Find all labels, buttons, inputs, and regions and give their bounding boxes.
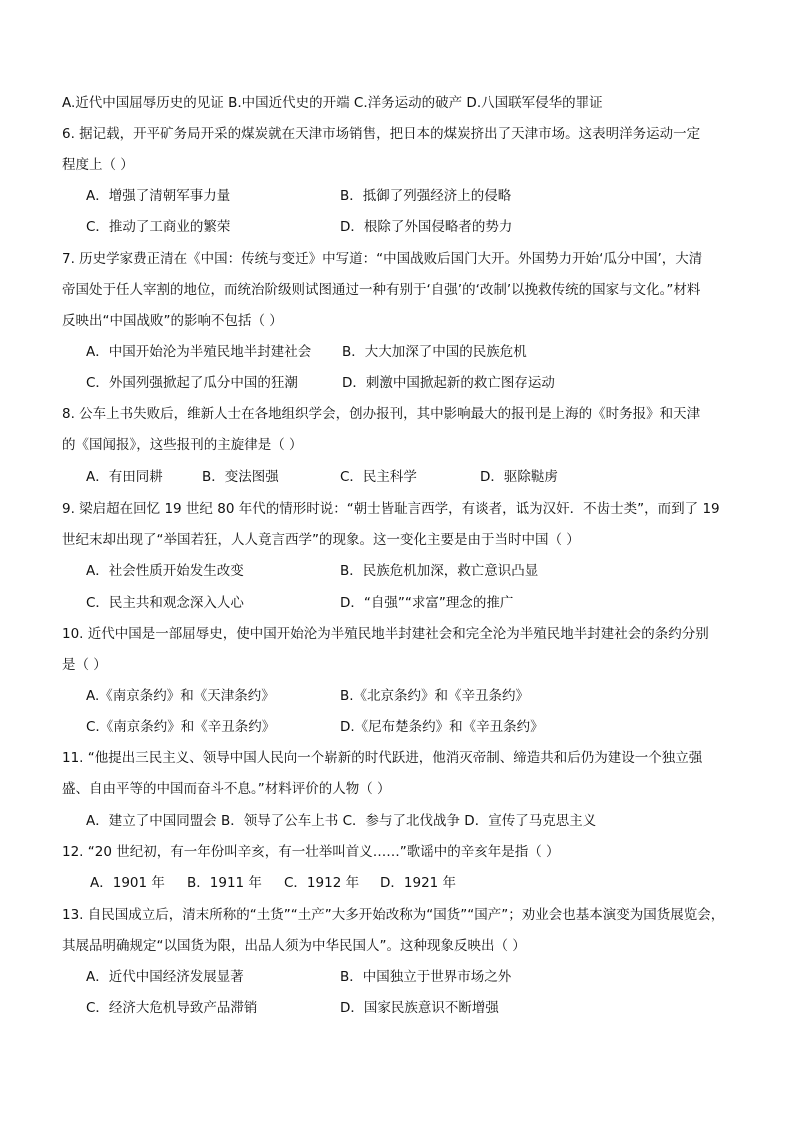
q6-stem-line-1: 6. 据记载，开平矿务局开采的煤炭就在天津市场销售，把日本的煤炭挤出了天津市场。这表明洋务运动一定 (62, 126, 701, 142)
q7-stem-line-3: 反映出“中国战败”的影响不包括（ ） (62, 313, 283, 329)
q13-stem-line-2: 其展品明确规定“以国货为限，出品人须为中华民国人”。这种现象反映出（ ） (62, 938, 526, 954)
q12-option-a[interactable]: A．1901 年 (90, 875, 165, 891)
q13-option-b[interactable]: B．中国独立于世界市场之外 (340, 969, 512, 985)
q6-option-d[interactable]: D．根除了外国侵略者的势力 (340, 219, 513, 235)
q10-stem-line-1: 10. 近代中国是一部屈辱史，使中国开始沦为半殖民地半封建社会和完全沦为半殖民地半封建社会的条约分别 (62, 626, 709, 642)
q7-stem-line-2: 帝国处于任人宰割的地位，而统治阶级则试图通过一种有别于‘自强’的‘改制’以挽救传统的国家与文化。”材料 (62, 282, 701, 298)
q8-option-d[interactable]: D．驱除鞑虏 (480, 469, 558, 485)
q9-option-d[interactable]: D．“自强”“求富”理念的推广 (340, 595, 514, 611)
q7-option-a[interactable]: A．中国开始沦为半殖民地半封建社会 (86, 344, 312, 360)
q10-option-d[interactable]: D.《尼布楚条约》和《辛丑条约》 (340, 719, 544, 735)
q9-stem-line-2: 世纪末却出现了“举国若狂，人人竟言西学”的现象。这一变化主要是由于当时中国（ ） (62, 532, 580, 548)
q9-option-a[interactable]: A．社会性质开始发生改变 (86, 563, 244, 579)
q8-stem-line-2: 的《国闻报》，这些报刊的主旋律是（ ） (62, 437, 303, 453)
q11-stem-line-1: 11. “他提出三民主义、领导中国人民向一个崭新的时代跃进，他消灭帝制、缔造共和后仍为建设一个独立强 (62, 750, 703, 766)
q8-option-c[interactable]: C．民主科学 (340, 469, 417, 485)
q6-option-a[interactable]: A．增强了清朝军事力量 (86, 188, 231, 204)
q12-stem-line-1: 12. “20 世纪初，有一年份叫辛亥，有一壮举叫首义……”歌谣中的辛亥年是指（ ） (62, 844, 560, 860)
q11-stem-line-2: 盛、自由平等的中国而奋斗不息。”材料评价的人物（ ） (62, 781, 391, 797)
q8-option-a[interactable]: A．有田同耕 (86, 469, 163, 485)
q6-stem-line-2: 程度上（ ） (62, 157, 134, 173)
q8-stem-line-1: 8. 公车上书失败后，维新人士在各地组织学会，创办报刊，其中影响最大的报刊是上海的《时务报》和天津 (62, 406, 701, 422)
q11-options-line[interactable]: A．建立了中国同盟会 B．领导了公车上书 C．参与了北伐战争 D．宣传了马克思主义 (86, 813, 597, 829)
q5-options-line: A.近代中国屈辱历史的见证 B.中国近代史的开端 C.洋务运动的破产 D.八国联军侵华的罪证 (62, 95, 603, 111)
q13-option-a[interactable]: A．近代中国经济发展显著 (86, 969, 244, 985)
q8-option-b[interactable]: B．变法图强 (202, 469, 279, 485)
q7-option-c[interactable]: C．外国列强掀起了瓜分中国的狂潮 (86, 375, 298, 391)
q9-stem-line-1: 9. 梁启超在回忆 19 世纪 80 年代的情形时说：“朝士皆耻言西学，有谈者，诋为汉奸．不齿士类”，而到了 19 (62, 501, 720, 517)
q12-option-c[interactable]: C．1912 年 (284, 875, 360, 891)
q12-option-b[interactable]: B．1911 年 (187, 875, 262, 891)
q13-option-c[interactable]: C．经济大危机导致产品滞销 (86, 1000, 258, 1016)
q10-option-c[interactable]: C.《南京条约》和《辛丑条约》 (86, 719, 276, 735)
q7-option-b[interactable]: B．大大加深了中国的民族危机 (342, 344, 527, 360)
q13-option-d[interactable]: D．国家民族意识不断增强 (340, 1000, 499, 1016)
q6-option-b[interactable]: B．抵御了列强经济上的侵略 (340, 188, 512, 204)
q9-option-c[interactable]: C．民主共和观念深入人心 (86, 595, 244, 611)
q7-stem-line-1: 7. 历史学家费正清在《中国：传统与变迁》中写道：“中国战败后国门大开。外国势力开始‘瓜分中国’，大清 (62, 251, 703, 267)
q9-option-b[interactable]: B．民族危机加深，救亡意识凸显 (340, 563, 539, 579)
q6-option-c[interactable]: C．推动了工商业的繁荣 (86, 219, 231, 235)
q10-option-a[interactable]: A.《南京条约》和《天津条约》 (86, 688, 275, 704)
q12-option-d[interactable]: D．1921 年 (380, 875, 457, 891)
q10-stem-line-2: 是（ ） (62, 657, 107, 673)
q7-option-d[interactable]: D．刺激中国掀起新的救亡图存运动 (342, 375, 555, 391)
q13-stem-line-1: 13. 自民国成立后，清末所称的“土货”“土产”大多开始改称为“国货”“国产”；劝业会也基本演变为国货展览会， (62, 907, 725, 923)
q10-option-b[interactable]: B.《北京条约》和《辛丑条约》 (340, 688, 530, 704)
